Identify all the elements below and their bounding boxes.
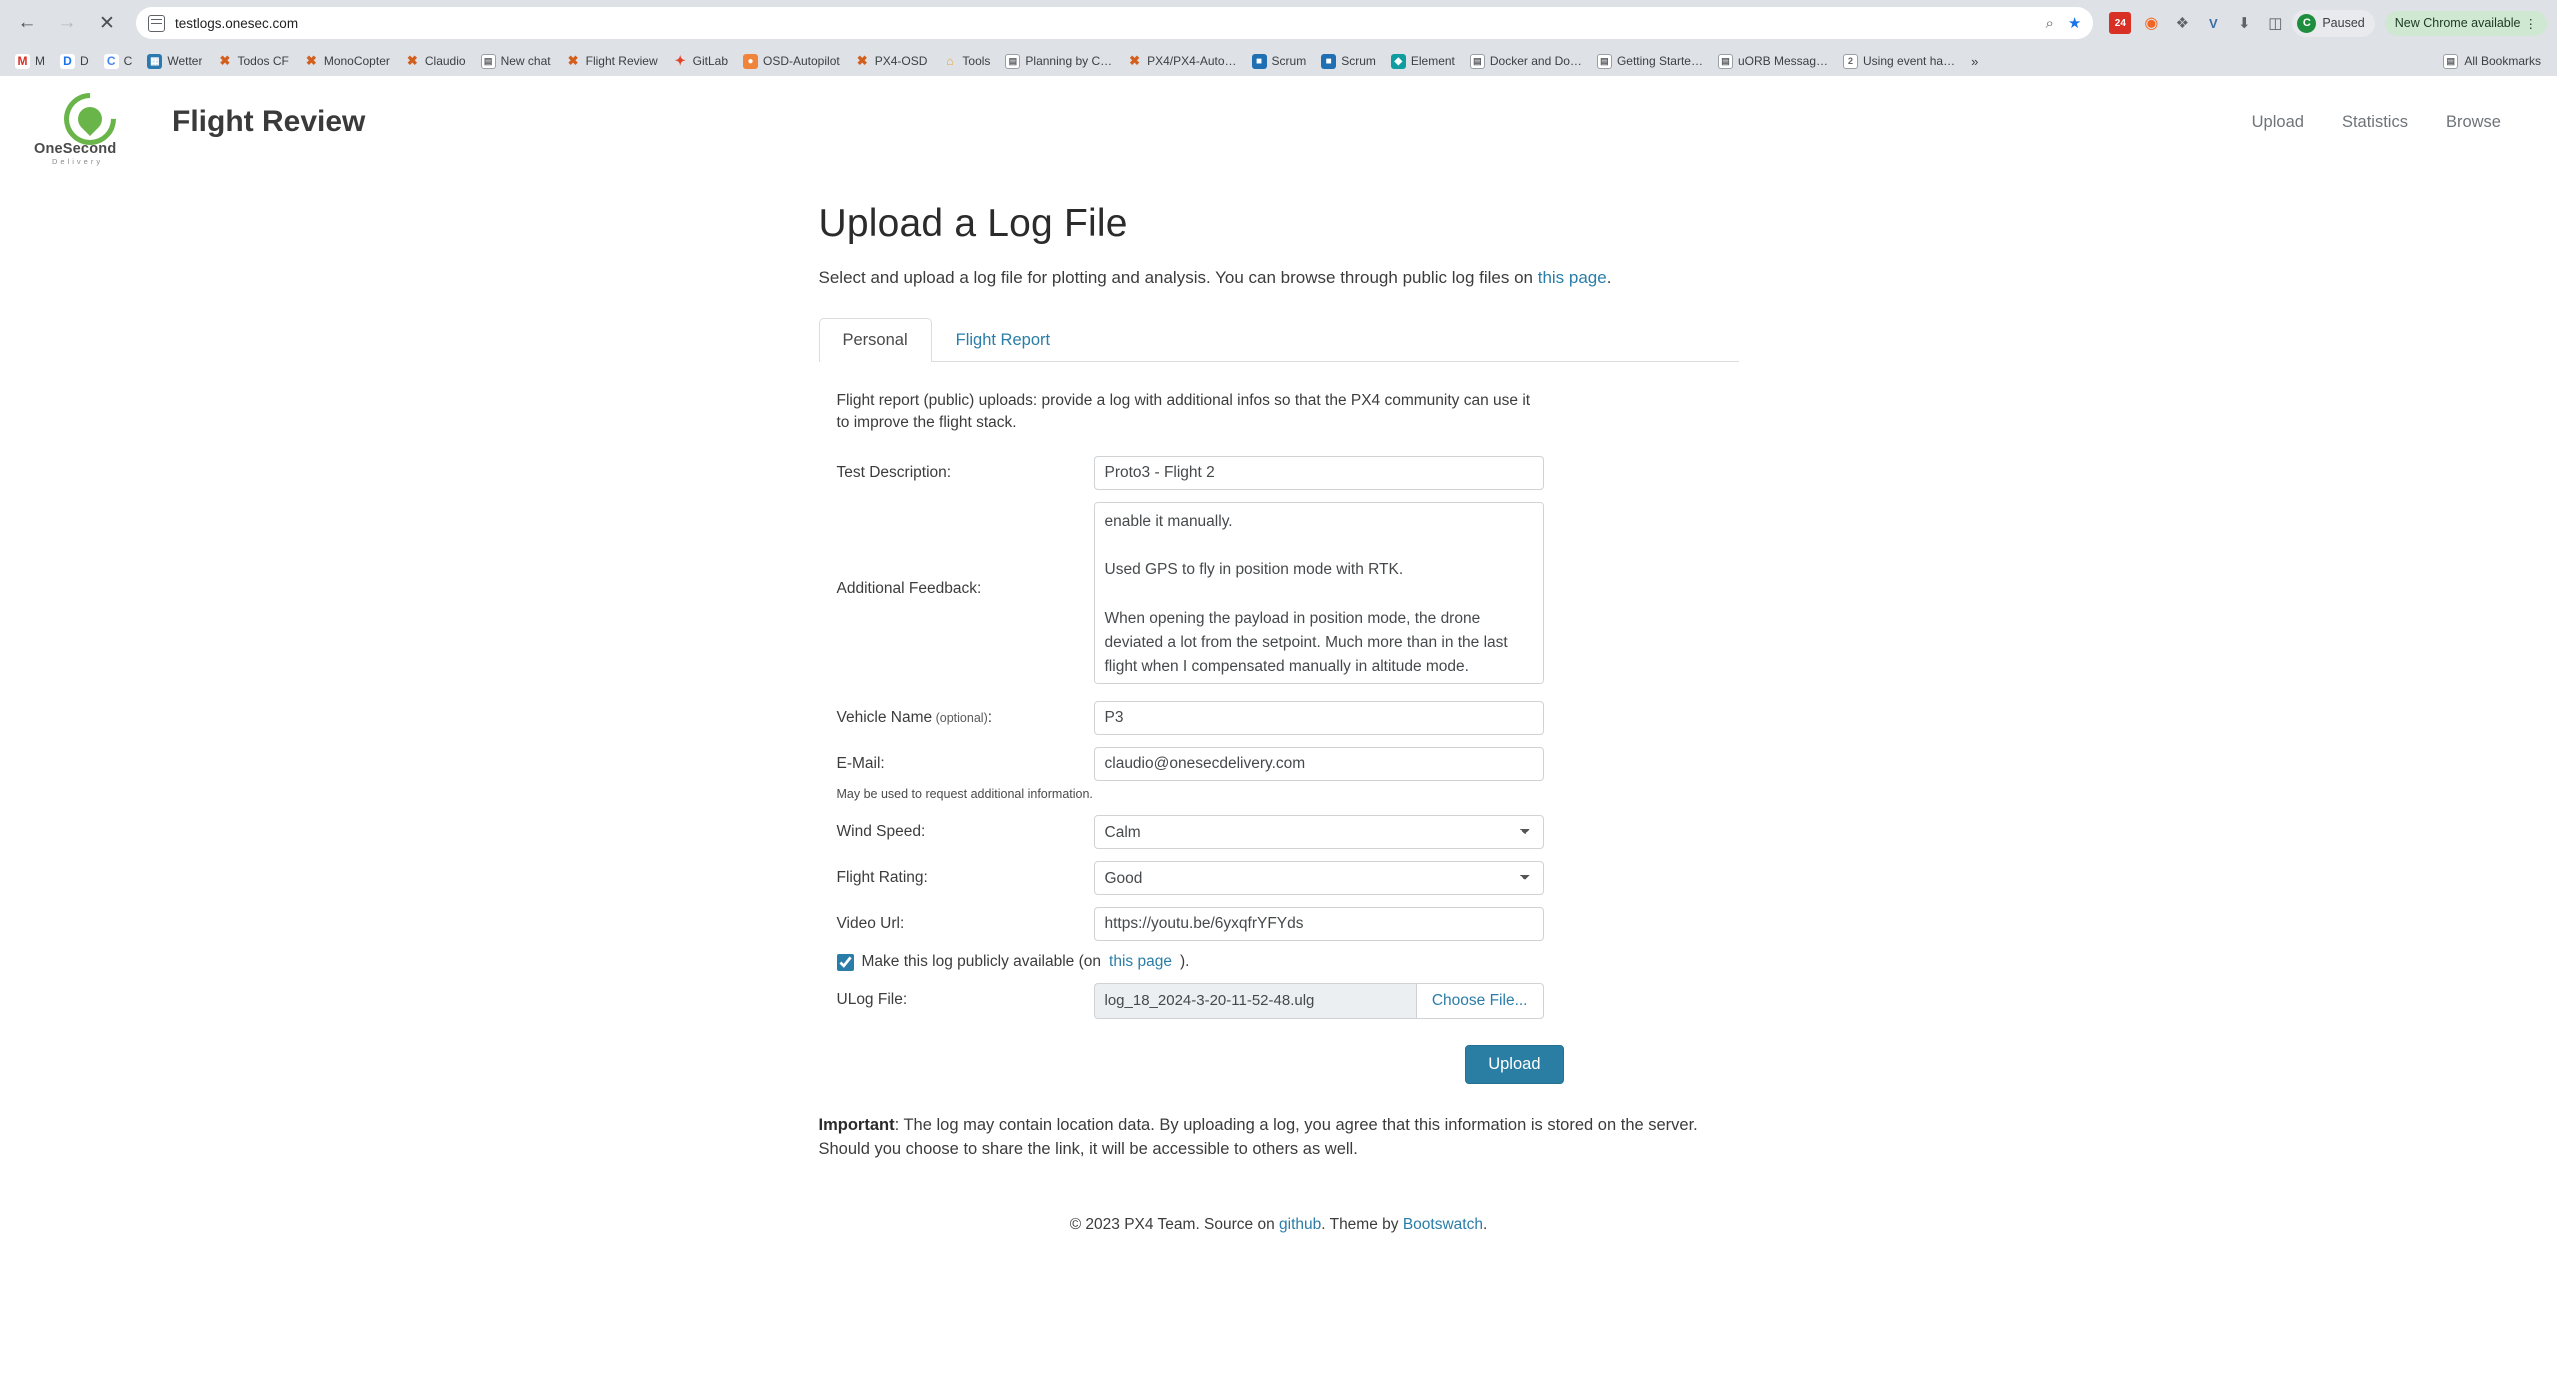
label-vehicle-name (819, 701, 1094, 727)
downloads-icon[interactable]: ⬇ (2238, 15, 2251, 32)
search-icon[interactable]: ⌕ (2045, 14, 2054, 32)
intro-text-after: . (1606, 268, 1612, 287)
forward-button[interactable]: → (57, 12, 77, 33)
field-row-flight-rating (819, 861, 1739, 895)
bookmark-favicon-icon: ◆ (1391, 54, 1406, 69)
email-input[interactable] (1094, 747, 1544, 781)
bookmark-favicon-icon: 2 (1843, 54, 1858, 69)
bookmark-label: Getting Starte… (1616, 54, 1703, 68)
v-extension-icon[interactable]: V (2208, 15, 2218, 31)
bookmark-item[interactable] (848, 51, 935, 72)
side-panel-icon[interactable]: ◫ (2268, 15, 2283, 32)
profile-status-label: Paused (2322, 16, 2365, 30)
footer-text-1: © 2023 PX4 Team. Source on (1069, 1215, 1280, 1233)
site-info-icon[interactable] (148, 15, 165, 32)
page-footer (819, 1216, 1739, 1234)
label-flight-rating: Flight Rating: (836, 869, 928, 886)
rss-extension-icon[interactable]: ◉ (2144, 15, 2159, 32)
bookmarks-overflow-button[interactable]: » (1971, 53, 1979, 69)
browser-toolbar (0, 0, 2557, 46)
bookmark-label: MonoCopter (323, 54, 390, 68)
navbar-links (2252, 113, 2523, 132)
label-vehicle-name-text: Vehicle Name (836, 709, 933, 726)
file-input-group (1094, 983, 1544, 1019)
bookmark-favicon-icon: ✖ (305, 53, 317, 68)
bookmark-favicon-icon: ▦ (147, 54, 162, 69)
vehicle-name-input[interactable] (1094, 701, 1544, 735)
bookmark-item[interactable] (1245, 51, 1314, 72)
nav-link-statistics[interactable]: Statistics (2341, 112, 2408, 131)
important-notice (819, 1114, 1729, 1162)
bootswatch-link[interactable]: Bootswatch (1402, 1215, 1483, 1233)
label-vehicle-name-suffix: : (987, 709, 993, 726)
bookmark-item[interactable] (1711, 51, 1835, 72)
bookmark-star-icon[interactable]: ★ (2067, 15, 2082, 32)
tab-flight-report[interactable]: Flight Report (955, 331, 1051, 349)
field-row-test-description (819, 456, 1739, 490)
site-title: Flight Review (172, 105, 366, 138)
public-log-page-link[interactable]: this page (1109, 953, 1172, 970)
bookmark-item[interactable] (935, 51, 997, 72)
all-bookmarks-label: All Bookmarks (2464, 54, 2541, 68)
bookmark-item[interactable] (559, 51, 665, 72)
wind-speed-select[interactable] (1094, 815, 1544, 849)
bookmark-item[interactable] (1314, 51, 1383, 72)
public-log-text-after: ). (1179, 953, 1190, 970)
brand-logo[interactable] (34, 91, 366, 166)
bookmark-label: uORB Messag… (1737, 54, 1829, 68)
chrome-update-button[interactable] (2385, 11, 2547, 36)
all-bookmarks-icon: ▤ (2443, 54, 2458, 69)
bookmark-label: PX4/PX4-Auto… (1147, 54, 1237, 68)
nav-link-upload[interactable]: Upload (2251, 112, 2304, 131)
bookmark-label: OSD-Autopilot (763, 54, 840, 68)
logo-text: OneSecond (34, 141, 117, 157)
bookmarks-bar (0, 46, 2557, 76)
bookmark-label: Tools (962, 54, 991, 68)
bookmark-favicon-icon: ✖ (856, 53, 868, 68)
all-bookmarks-button[interactable] (2435, 51, 2549, 72)
bookmark-label: Element (1410, 54, 1455, 68)
main-container (819, 168, 1739, 1234)
bookmark-item[interactable] (736, 51, 847, 72)
bookmark-favicon-icon: ✦ (674, 53, 686, 68)
field-row-video-url (819, 907, 1739, 941)
choose-file-button[interactable]: Choose File... (1416, 983, 1544, 1019)
bookmark-favicon-icon: ✖ (1129, 53, 1141, 68)
bookmark-label: M (35, 54, 45, 68)
additional-feedback-textarea[interactable] (1094, 502, 1544, 684)
email-hint: May be used to request additional information. (836, 787, 1093, 801)
bookmark-favicon-icon: ▤ (1718, 54, 1733, 69)
important-label: Important (818, 1116, 895, 1134)
bookmark-item[interactable] (53, 51, 96, 72)
field-row-vehicle-name (819, 701, 1739, 735)
nav-link-browse[interactable]: Browse (2445, 112, 2501, 131)
public-log-checkbox-row (819, 953, 1739, 971)
field-row-ulog-file (819, 983, 1739, 1019)
bookmark-label: Wetter (167, 54, 203, 68)
onesecond-logo-icon (34, 91, 152, 166)
site-navbar (0, 76, 2557, 168)
label-ulog-file: ULog File: (836, 991, 908, 1008)
bookmark-favicon-icon: ▤ (481, 54, 496, 69)
chrome-update-label: New Chrome available (2394, 16, 2521, 30)
bookmark-label: Flight Review (585, 54, 658, 68)
bookmark-item[interactable] (1590, 51, 1710, 72)
submit-row (819, 1045, 1564, 1084)
field-row-wind-speed (819, 815, 1739, 849)
bookmark-item[interactable] (398, 51, 473, 72)
bookmark-item[interactable] (297, 51, 397, 72)
bookmark-label: New chat (500, 54, 551, 68)
bookmark-item[interactable] (474, 51, 558, 72)
label-wind-speed: Wind Speed: (836, 823, 926, 840)
test-description-input[interactable] (1094, 456, 1544, 490)
bookmark-favicon-icon: ⌂ (946, 54, 954, 68)
bookmark-label: Todos CF (237, 54, 289, 68)
label-test-description: Test Description: (836, 464, 952, 481)
flight-rating-select[interactable] (1094, 861, 1544, 895)
bookmark-favicon-icon: ▤ (1470, 54, 1485, 69)
bookmark-label: Using event ha… (1863, 54, 1956, 68)
bookmark-favicon-icon: ▤ (1597, 54, 1612, 69)
bookmark-favicon-icon: ■ (1252, 54, 1267, 69)
bookmark-item[interactable] (1384, 51, 1462, 72)
stop-loading-button[interactable]: ✕ (99, 12, 115, 34)
bookmark-item[interactable] (666, 51, 735, 72)
ulog-file-name: log_18_2024-3-20-11-52-48.ulg (1094, 983, 1416, 1019)
browser-chrome (0, 0, 2557, 76)
bookmark-favicon-icon: ✖ (567, 53, 579, 68)
important-text: : The log may contain location data. By uploading a log, you agree that this information is stored on the server. Should you choose to share the link, it will be accessible to others as well. (818, 1116, 1698, 1158)
bookmark-favicon-icon: ✖ (406, 53, 418, 68)
upload-button[interactable]: Upload (1465, 1045, 1563, 1084)
label-additional-feedback: Additional Feedback: (836, 580, 982, 597)
page-content (0, 76, 2557, 1400)
bookmark-label: D (80, 54, 89, 68)
label-video-url: Video Url: (836, 915, 905, 932)
bookmark-item[interactable] (1463, 51, 1589, 72)
address-bar[interactable] (136, 7, 2093, 39)
bookmark-label: Claudio (424, 54, 466, 68)
bookmark-favicon-icon: ▤ (1005, 54, 1020, 69)
video-url-input[interactable] (1094, 907, 1544, 941)
label-email: E-Mail: (836, 755, 885, 772)
footer-text-2: . Theme by (1321, 1215, 1403, 1233)
bookmark-label: C (123, 54, 133, 68)
bookmark-item[interactable] (1120, 51, 1243, 72)
avatar: C (2297, 14, 2316, 33)
bookmark-label: GitLab (692, 54, 728, 68)
page-title: Upload a Log File (818, 202, 1128, 245)
bookmark-favicon-icon: ✖ (219, 53, 231, 68)
bookmark-favicon-icon: C (104, 54, 119, 69)
badge-extension-icon[interactable]: 24 (2109, 12, 2131, 34)
bookmark-item[interactable] (210, 51, 295, 72)
bookmark-label: Scrum (1341, 54, 1376, 68)
bookmark-label: Planning by C… (1025, 54, 1113, 68)
puzzle-extensions-icon[interactable]: ❖ (2175, 15, 2190, 32)
form-notice: Flight report (public) uploads: provide a log with additional infos so that the PX4 community can use it to improve the flight stack. (836, 392, 1531, 431)
browse-page-link[interactable]: this page (1537, 268, 1607, 287)
bookmark-favicon-icon: ■ (1321, 54, 1336, 69)
bookmark-item[interactable] (8, 51, 52, 72)
profile-button[interactable] (2292, 10, 2374, 37)
bookmark-label: Docker and Do… (1489, 54, 1582, 68)
public-log-text-before: Make this log publicly available (on (861, 953, 1102, 970)
upload-tabs (819, 318, 1739, 362)
back-button[interactable]: ← (17, 12, 37, 33)
bookmark-item[interactable] (1836, 51, 1962, 72)
bookmark-item[interactable] (998, 51, 1119, 72)
address-bar-url: testlogs.onesec.com (175, 15, 299, 31)
tab-personal[interactable]: Personal (819, 318, 932, 362)
bookmark-label: Scrum (1271, 54, 1307, 68)
field-row-additional-feedback (819, 502, 1739, 689)
bookmark-item[interactable] (140, 51, 209, 72)
bookmark-item[interactable] (97, 51, 140, 72)
chrome-menu-icon[interactable]: ⋮ (2524, 16, 2537, 31)
bookmark-favicon-icon: D (60, 54, 75, 69)
footer-text-3: . (1482, 1215, 1488, 1233)
intro-text-before: Select and upload a log file for plotting and analysis. You can browse through public log files on (818, 268, 1538, 287)
field-row-email (819, 747, 1739, 781)
bookmark-label: PX4-OSD (874, 54, 928, 68)
public-log-checkbox[interactable] (837, 954, 854, 971)
logo-subtext: Delivery (52, 157, 104, 166)
bookmark-favicon-icon: M (15, 54, 30, 69)
upload-form (819, 390, 1739, 1084)
label-vehicle-name-optional: (optional) (932, 711, 988, 725)
extension-icons (2105, 12, 2286, 34)
bookmark-favicon-icon: ● (743, 54, 758, 69)
github-link[interactable]: github (1279, 1215, 1322, 1233)
intro-text (819, 268, 1739, 288)
